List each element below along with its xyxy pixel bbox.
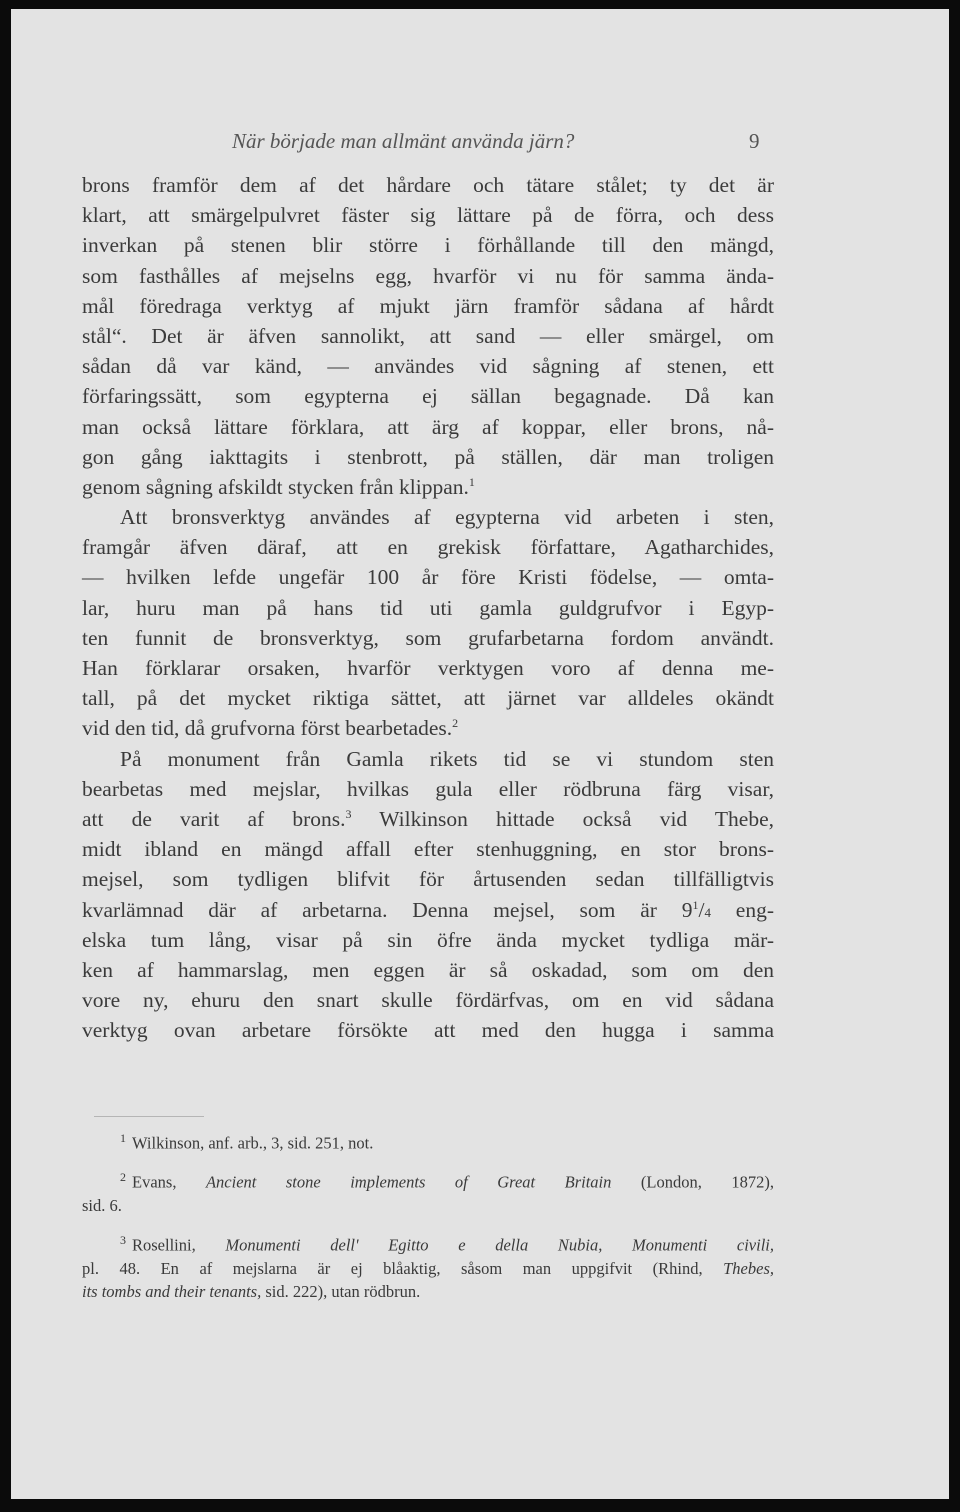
text-line — [82, 804, 774, 834]
text-line-content: kvarlämnad där af arbetarna. Denna mejsel, som är 9 — [82, 897, 693, 922]
footnote-number: 3 — [120, 1232, 126, 1247]
text-line: ken af hammarslag, men eggen är så oskadad, som om den — [82, 957, 774, 982]
footnote-3 — [82, 1229, 774, 1304]
text-line: På monument från Gamla rikets tid se vi stundom sten — [120, 746, 774, 771]
footnote-text: (London, 1872), — [640, 1172, 774, 1192]
text-line: som fasthålles af mejselns egg, hvarför vi nu för samma ända- — [82, 263, 774, 288]
footnote-ref: 3 — [345, 806, 352, 821]
fraction-denominator: 4 — [704, 904, 711, 920]
text-line — [82, 713, 774, 743]
footnote-text: Rosellini, — [132, 1235, 196, 1254]
text-line: lar, huru man på hans tid uti gamla guldgrufvor i Egyp- — [82, 595, 774, 620]
text-line: gon gång iakttagits i stenbrott, på ställen, där man troligen — [82, 444, 774, 469]
text-line: elska tum lång, visar på sin öfre ända mycket tydliga mär- — [82, 927, 774, 952]
text-line: Han förklarar orsaken, hvarför verktygen voro af denna me- — [82, 656, 774, 680]
footnote-title: Monumenti dell' Egitto e della Nubia, Monumenti civili, — [225, 1235, 775, 1254]
footnotes — [82, 1127, 774, 1315]
footnote-text: Wilkinson, anf. arb., 3, sid. 251, not. — [132, 1133, 374, 1153]
text-line: mål föredraga verktyg af mjukt järn framför sådana af hårdt — [82, 293, 774, 318]
footnote-ref: 1 — [468, 474, 475, 489]
text-line — [82, 895, 774, 925]
text-line-content: vid den tid, då grufvorna först bearbetades. — [82, 716, 453, 741]
footnote-text: pl. 48. En af mejslarna är ej blåaktig, såsom man uppgifvit (Rhind, — [82, 1258, 703, 1278]
text-line: ten funnit de bronsverktyg, som grufarbetarna fordom användt. — [82, 625, 774, 650]
text-line: — hvilken lefde ungefär 100 år före Kristi födelse, — omta- — [82, 565, 774, 590]
footnote-ref: 2 — [452, 716, 459, 731]
text-line: Att bronsverktyg användes af egypterna vid arbeten i sten, — [120, 505, 774, 530]
text-line: midt ibland en mängd affall efter stenhuggning, en stor brons- — [82, 837, 774, 862]
footnote-title: Thebes, — [723, 1258, 774, 1278]
text-line-content: Wilkinson hittade också vid Thebe, — [379, 806, 774, 831]
main-text — [82, 170, 774, 1045]
text-line: sådan då var känd, — användes vid sågning af stenen, ett — [82, 354, 774, 379]
book-page — [11, 9, 949, 1499]
text-line: inverkan på stenen blir större i förhållande till den mängd, — [82, 233, 774, 258]
footnote-title: its tombs and their tenants, — [82, 1282, 262, 1301]
text-line: vore ny, ehuru den snart skulle fördärfvas, om en vid sådana — [82, 988, 774, 1013]
text-line: man också lättare förklara, att ärg af koppar, eller brons, nå- — [82, 414, 774, 439]
footnote-1 — [82, 1127, 774, 1155]
footnote-text: Evans, — [132, 1172, 177, 1192]
running-title: När började man allmänt använda järn? — [232, 129, 575, 153]
fraction-numerator: 1 — [692, 897, 699, 912]
text-line — [82, 472, 774, 502]
text-line: brons framför dem af det hårdare och tätare stålet; ty det är — [82, 173, 774, 197]
text-line-content: att de varit af brons. — [82, 806, 346, 831]
text-line: klart, att smärgelpulvret fäster sig lättare på de förra, och dess — [82, 203, 774, 228]
text-line: tall, på det mycket riktiga sättet, att järnet var alldeles okändt — [82, 686, 774, 711]
text-line: bearbetas med mejslar, hvilkas gula eller rödbruna färg visar, — [82, 776, 774, 801]
page-header — [11, 129, 949, 159]
footnote-text: sid. 222), utan rödbrun. — [265, 1282, 421, 1301]
text-line: mejsel, som tydligen blifvit för årtusenden sedan tillfälligtvis — [82, 867, 774, 892]
footnote-title: Ancient stone implements of Great Britain — [205, 1172, 612, 1192]
footnote-separator — [94, 1116, 204, 1117]
footnote-text: sid. 6. — [82, 1196, 122, 1215]
text-line: verktyg ovan arbetare försökte att med den hugga i samma — [82, 1018, 774, 1043]
footnote-number: 2 — [120, 1170, 126, 1184]
text-line: förfaringssätt, som egypterna ej sällan begagnade. Då kan — [82, 384, 774, 409]
footnote-2 — [82, 1166, 774, 1218]
fraction-slash: / — [698, 897, 705, 922]
text-line-content: genom sågning afskildt stycken från klippan. — [82, 474, 469, 499]
text-line: stål“. Det är äfven sannolikt, att sand — eller smärgel, om — [82, 323, 774, 348]
page-number: 9 — [749, 129, 760, 153]
footnote-number: 1 — [120, 1131, 126, 1145]
text-line: framgår äfven däraf, att en grekisk författare, Agatharchides, — [82, 535, 774, 560]
text-line-content: eng- — [735, 897, 774, 922]
